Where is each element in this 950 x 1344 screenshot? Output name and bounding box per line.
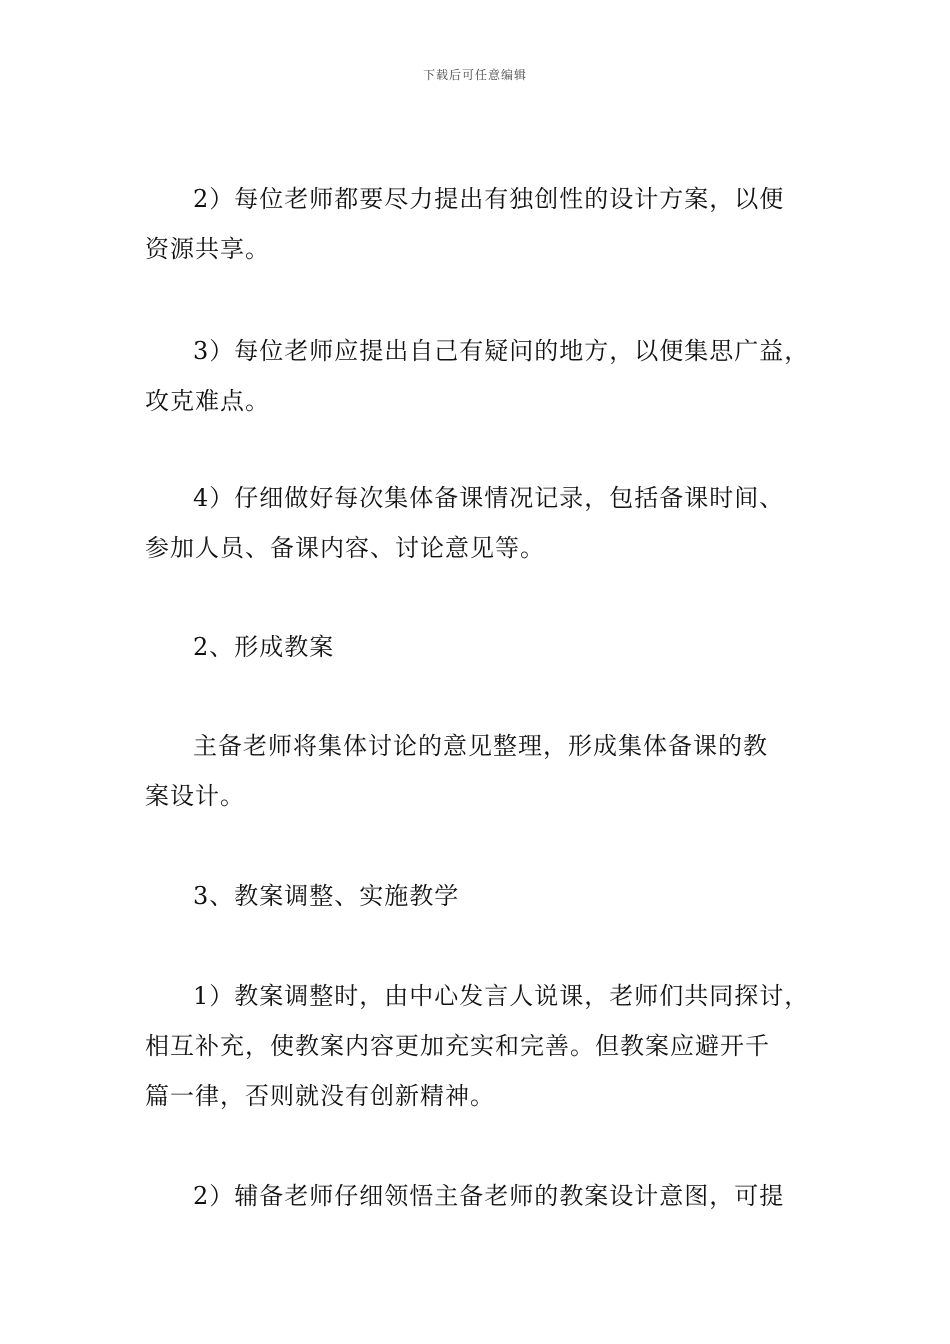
paragraph-line: 案设计。 bbox=[145, 782, 245, 810]
paragraph-line: 3）每位老师应提出自己有疑问的地方，以便集思广益， bbox=[193, 337, 810, 365]
section-heading: 2、形成教案 bbox=[193, 633, 335, 661]
paragraph-line: 主备老师将集体讨论的意见整理，形成集体备课的教 bbox=[193, 732, 768, 760]
paragraph-line: 2）每位老师都要尽力提出有独创性的设计方案，以便 bbox=[193, 185, 785, 213]
paragraph-line: 篇一律，否则就没有创新精神。 bbox=[145, 1082, 495, 1110]
paragraph-line: 攻克难点。 bbox=[145, 387, 270, 415]
page-header: 下载后可任意编辑 bbox=[422, 68, 527, 82]
paragraph-line: 4）仔细做好每次集体备课情况记录，包括备课时间、 bbox=[193, 484, 785, 512]
paragraph-line: 参加人员、备课内容、讨论意见等。 bbox=[145, 534, 545, 562]
paragraph-line: 2）辅备老师仔细领悟主备老师的教案设计意图，可提 bbox=[193, 1182, 785, 1210]
paragraph-line: 资源共享。 bbox=[145, 235, 270, 263]
paragraph-line: 1）教案调整时，由中心发言人说课，老师们共同探讨， bbox=[193, 982, 810, 1010]
paragraph-line: 相互补充，使教案内容更加充实和完善。但教案应避开千 bbox=[145, 1032, 770, 1060]
section-heading: 3、教案调整、实施教学 bbox=[193, 882, 460, 910]
